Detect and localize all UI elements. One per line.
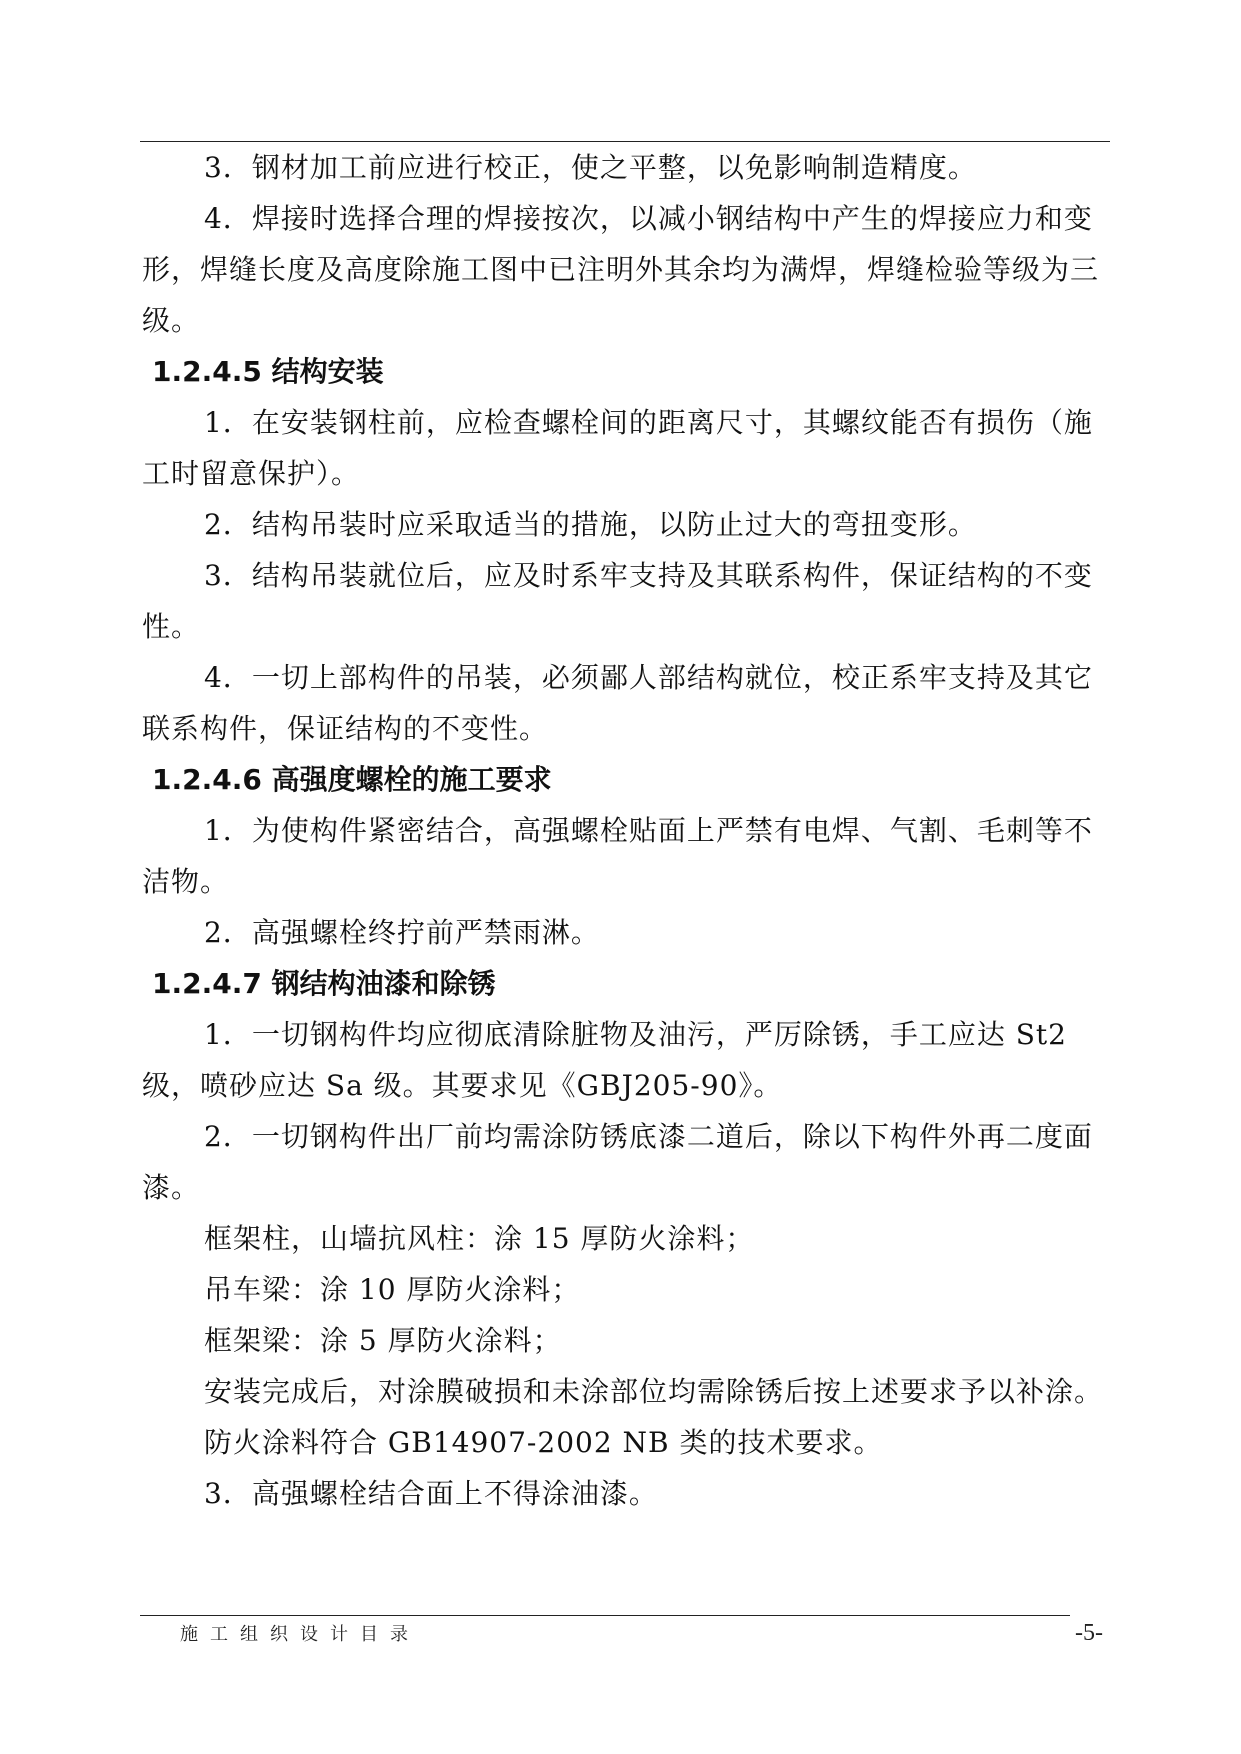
paragraph: 3．高强螺栓结合面上不得涂油漆。 — [204, 1477, 658, 1510]
section-heading: 1.2.4.7 钢结构油漆和除锈 — [152, 967, 496, 1000]
paragraph: 吊车梁：涂 10 厚防火涂料； — [204, 1273, 581, 1306]
paragraph: 1．一切钢构件均应彻底清除脏物及油污，严厉除锈，手工应达 St2 级，喷砂应达 Sa 级。其要求见《GBJ205-90》。 — [142, 1018, 1067, 1102]
paragraph: 2．结构吊装时应采取适当的措施，以防止过大的弯扭变形。 — [204, 508, 977, 541]
paragraph: 框架梁：涂 5 厚防火涂料； — [204, 1324, 562, 1357]
section-heading: 1.2.4.6 高强度螺栓的施工要求 — [152, 763, 552, 796]
footer-title: 施工组织设计目录 — [180, 1624, 420, 1645]
footer-rule — [140, 1615, 1070, 1616]
paragraph: 3．结构吊装就位后，应及时系牢支持及其联系构件，保证结构的不变性。 — [142, 559, 1093, 643]
document-body — [142, 142, 1108, 1519]
paragraph: 防火涂料符合 GB14907-2002 NB 类的技术要求。 — [204, 1426, 883, 1459]
paragraph: 安装完成后，对涂膜破损和未涂部位均需除锈后按上述要求予以补涂。 — [204, 1375, 1104, 1408]
paragraph: 1．在安装钢柱前，应检查螺栓间的距离尺寸，其螺纹能否有损伤（施工时留意保护）。 — [142, 406, 1093, 490]
paragraph: 3．钢材加工前应进行校正，使之平整，以免影响制造精度。 — [204, 151, 977, 184]
paragraph: 4．焊接时选择合理的焊接按次，以减小钢结构中产生的焊接应力和变形，焊缝长度及高度除施工图中已注明外其余均为满焊，焊缝检验等级为三级。 — [142, 202, 1100, 337]
paragraph: 1．为使构件紧密结合，高强螺栓贴面上严禁有电焊、气割、毛刺等不洁物。 — [142, 814, 1093, 898]
paragraph: 4．一切上部构件的吊装，必须鄙人部结构就位，校正系牢支持及其它联系构件，保证结构的不变性。 — [142, 661, 1093, 745]
paragraph: 2．高强螺栓终拧前严禁雨淋。 — [204, 916, 600, 949]
paragraph: 框架柱，山墙抗风柱：涂 15 厚防火涂料； — [204, 1222, 755, 1255]
section-heading: 1.2.4.5 结构安装 — [152, 355, 384, 388]
paragraph: 2．一切钢构件出厂前均需涂防锈底漆二道后，除以下构件外再二度面漆。 — [142, 1120, 1093, 1204]
page-number: -5- — [1075, 1620, 1103, 1646]
